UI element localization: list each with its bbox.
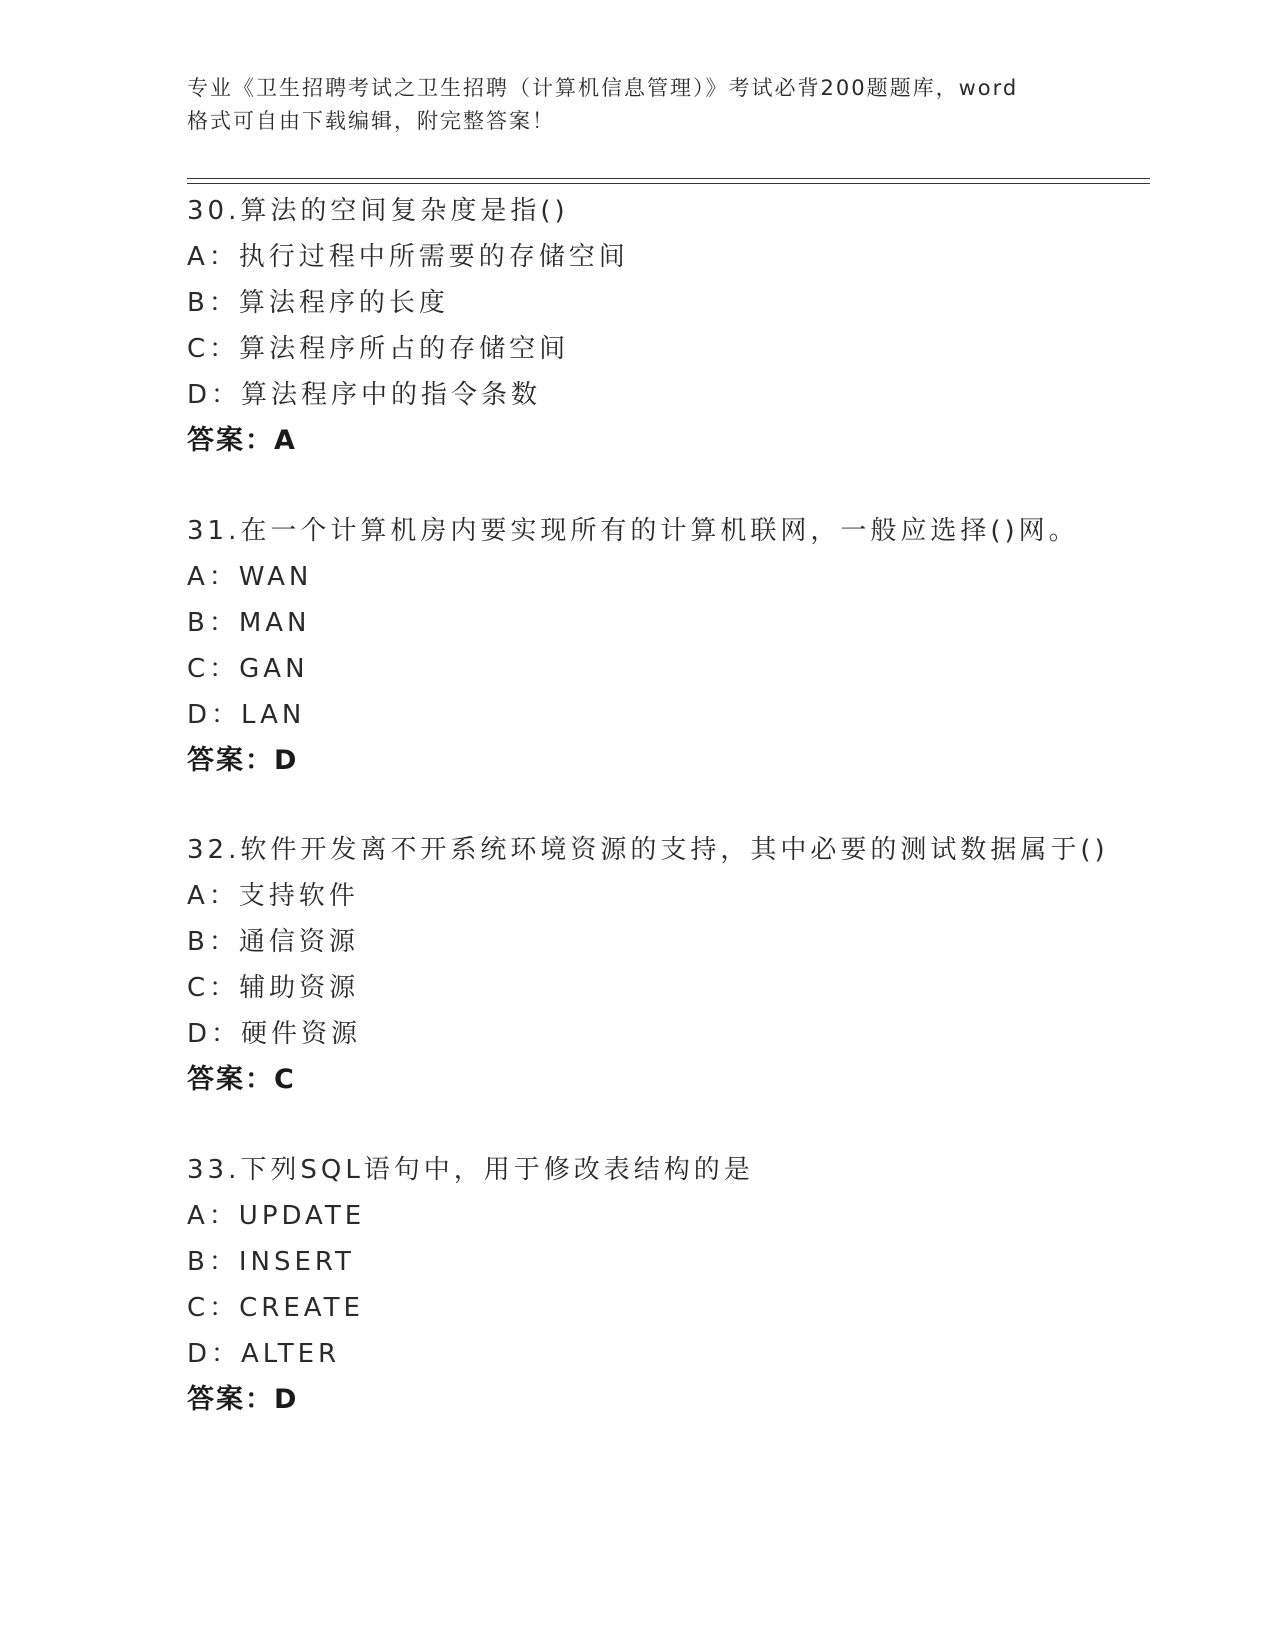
option-b: B：算法程序的长度 — [187, 288, 449, 318]
answer-label: 答案：D — [187, 745, 299, 776]
question-stem: 30.算法的空间复杂度是指() — [187, 196, 569, 226]
option-a: A：WAN — [187, 562, 313, 592]
question-block — [187, 827, 1147, 1103]
option-d: D：LAN — [187, 700, 306, 730]
option-a: A：支持软件 — [187, 881, 359, 911]
option-b: B：MAN — [187, 608, 311, 638]
question-stem: 31.在一个计算机房内要实现所有的计算机联网，一般应选择()网。 — [187, 516, 1079, 546]
option-b: B：通信资源 — [187, 927, 359, 957]
option-b: B：INSERT — [187, 1247, 355, 1277]
answer-label: 答案：D — [187, 1384, 299, 1415]
option-d: D：ALTER — [187, 1339, 341, 1369]
option-c: C：算法程序所占的存储空间 — [187, 334, 570, 364]
header-divider-top — [187, 178, 1150, 179]
question-stem: 33.下列SQL语句中，用于修改表结构的是 — [187, 1155, 754, 1185]
option-c: C：辅助资源 — [187, 973, 360, 1003]
answer-label: 答案：C — [187, 1064, 296, 1095]
header-divider-bottom — [187, 183, 1150, 184]
option-c: C：CREATE — [187, 1293, 364, 1323]
question-block — [187, 1147, 1147, 1423]
document-header — [187, 72, 1087, 138]
option-d: D：算法程序中的指令条数 — [187, 380, 542, 410]
header-title-line2: 格式可自由下载编辑，附完整答案！ — [187, 109, 555, 133]
answer-label: 答案：A — [187, 425, 297, 456]
option-a: A：执行过程中所需要的存储空间 — [187, 242, 629, 272]
option-d: D：硬件资源 — [187, 1019, 362, 1049]
option-a: A：UPDATE — [187, 1201, 366, 1231]
question-block — [187, 188, 1147, 464]
option-c: C：GAN — [187, 654, 309, 684]
question-block — [187, 508, 1147, 784]
header-title-line1: 专业《卫生招聘考试之卫生招聘（计算机信息管理）》考试必背200题题库，word — [187, 76, 1019, 100]
question-stem: 32.软件开发离不开系统环境资源的支持，其中必要的测试数据属于() — [187, 835, 1109, 865]
